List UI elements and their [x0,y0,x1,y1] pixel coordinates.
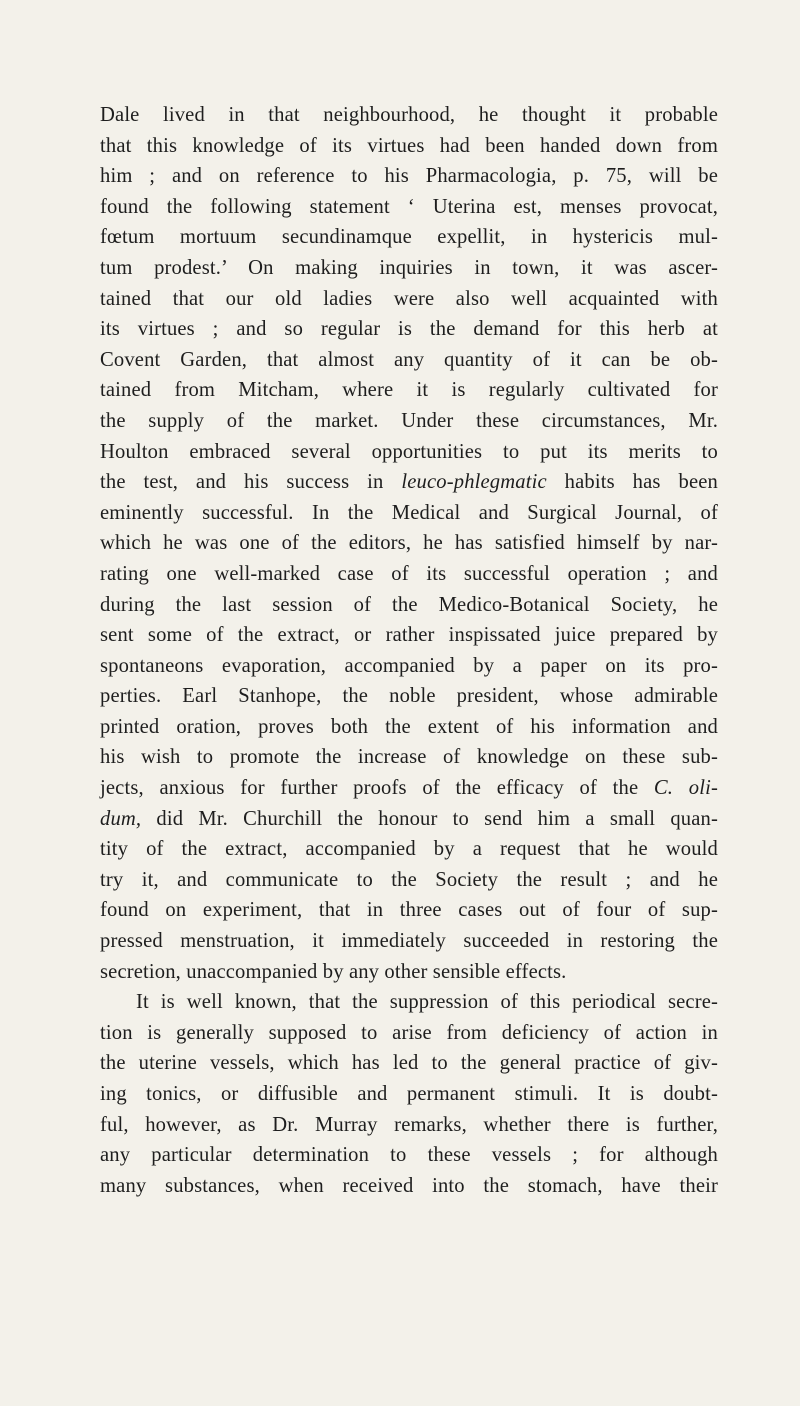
italic-term: C. oli- [653,777,718,800]
text-run: habits has been [546,471,718,494]
text-line: sent some of the extract, or rather inspissated juice prepared by [100,624,718,647]
text-line: tity of the extract, accompanied by a request that he would [100,838,718,861]
text-line [100,773,718,804]
text-line: found on experiment, that in three cases out of four of sup- [100,899,718,922]
text-line: found the following statement ‘ Uterina est, menses provocat, [100,195,718,218]
text-line: It is well known, that the suppression of this periodical secre- [136,991,718,1014]
text-line: try it, and communicate to the Society the result ; and he [100,868,718,891]
text-line: that this knowledge of its virtues had been handed down from [100,134,718,157]
text-line: the supply of the market. Under these circumstances, Mr. [100,409,718,432]
text-line: ing tonics, or diffusible and permanent stimuli. It is doubt- [100,1083,718,1105]
text-line: pressed menstruation, it immediately succeeded in restoring the [100,930,718,953]
text-line: perties. Earl Stanhope, the noble president, whose admirable [100,685,718,708]
text-line: Covent Garden, that almost any quantity of it can be ob- [100,348,718,371]
italic-term: leuco-phlegmatic [401,471,547,494]
text-line: rating one well-marked case of its successful operation ; and [100,562,718,585]
text-line [100,467,718,498]
text-line: Dale lived in that neighbourhood, he thought it probable [100,104,718,126]
text-line [100,804,718,835]
text-line: ful, however, as Dr. Murray remarks, whether there is further, [100,1113,718,1136]
text-line: fœtum mortuum secundinamque expellit, in hystericis mul- [100,226,718,249]
text-line: its virtues ; and so regular is the demand for this herb at [100,318,718,341]
text-line: his wish to promote the increase of knowledge on these sub- [100,746,718,769]
italic-term: dum, [100,807,142,830]
text-line: which he was one of the editors, he has satisfied himself by nar- [100,532,718,555]
text-line: eminently successful. In the Medical and Surgical Journal, of [100,501,718,524]
text-line: tained that our old ladies were also well acquainted with [100,287,718,310]
text-run: jects, anxious for further proofs of the efficacy of the [100,777,639,800]
text-line: Houlton embraced several opportunities to put its merits to [100,440,718,463]
text-line: printed oration, proves both the extent of his information and [100,715,718,738]
text-line: tum prodest.’ On making inquiries in town, it was ascer- [100,256,718,279]
body-text [100,100,718,1201]
text-line: any particular determination to these vessels ; for although [100,1144,718,1167]
text-line: tained from Mitcham, where it is regularly cultivated for [100,379,718,402]
text-line: him ; and on reference to his Pharmacologia, p. 75, will be [100,165,718,188]
text-line: the uterine vessels, which has led to the general practice of giv- [100,1052,718,1075]
text-run: the test, and his success in [100,471,384,494]
text-run: did Mr. Churchill the honour to send him a small quan- [141,807,718,830]
text-line: during the last session of the Medico-Botanical Society, he [100,593,718,616]
text-line: many substances, when received into the stomach, have their [100,1174,718,1197]
text-line: secretion, unaccompanied by any other sensible effects. [100,960,567,983]
text-line: spontaneons evaporation, accompanied by a paper on its pro- [100,654,718,677]
text-line: tion is generally supposed to arise from deficiency of action in [100,1021,718,1044]
